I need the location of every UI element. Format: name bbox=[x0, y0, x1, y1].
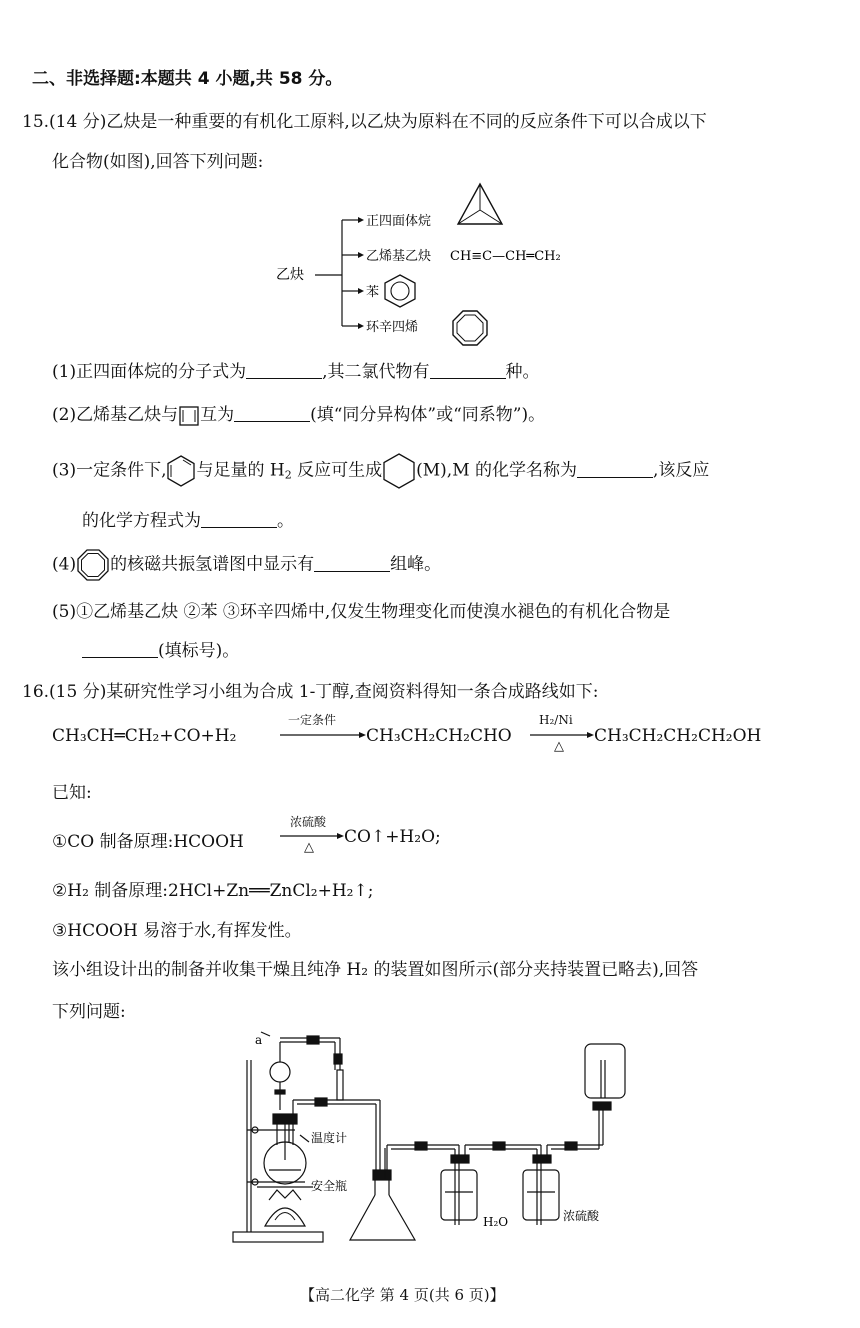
answer-blank[interactable] bbox=[430, 361, 506, 379]
q15-part3-line2-end: 。 bbox=[277, 511, 294, 531]
answer-blank[interactable] bbox=[82, 640, 158, 658]
safety-bottle-label: 安全瓶 bbox=[311, 1179, 348, 1193]
page-footer: 【高二化学 第 4 页(共 6 页)】 bbox=[300, 1286, 505, 1304]
q15-part3-text-e: ,该反应 bbox=[653, 460, 710, 481]
cyclohexane-icon bbox=[382, 452, 416, 490]
water-label: H₂O bbox=[483, 1215, 509, 1229]
route-arrow-1 bbox=[280, 731, 366, 739]
q15-part3-text-c: 反应可生成 bbox=[291, 460, 383, 481]
q15-part3-h2-subscript: 2 bbox=[284, 468, 292, 482]
tetrahedrane-structure bbox=[458, 184, 502, 224]
q15-part5-line2 bbox=[82, 636, 239, 661]
q16-intro-text: (15 分)某研究性学习小组为合成 1-丁醇,查阅资料得知一条合成路线如下: bbox=[49, 682, 599, 702]
q15-part1 bbox=[52, 357, 540, 382]
q15-part3-line1 bbox=[52, 452, 709, 490]
setup-line1: 该小组设计出的制备并收集干燥且纯净 H₂ 的装置如图所示(部分夹持装置已略去),回答 bbox=[52, 960, 699, 980]
known-1-text-b: CO↑+H₂O; bbox=[344, 827, 441, 847]
route-condition-1: 一定条件 bbox=[288, 713, 337, 727]
product-benzene: 苯 bbox=[366, 285, 380, 300]
vinylacetylene-formula: CH≡C—CH═CH₂ bbox=[450, 249, 561, 264]
q15-part4 bbox=[52, 548, 441, 582]
route-arrow-2 bbox=[530, 731, 594, 739]
cyclooctatetraene-icon bbox=[76, 548, 110, 582]
cyclooctatetraene-structure bbox=[453, 311, 487, 345]
h2-apparatus-diagram bbox=[225, 1030, 645, 1252]
acetylene-synthesis-diagram bbox=[270, 180, 600, 350]
section-title: 二、非选择题:本题共 4 小题,共 58 分。 bbox=[32, 69, 343, 89]
q15-part3-line2-text: 的化学方程式为 bbox=[82, 511, 201, 531]
product-vinylacetylene: 乙烯基乙炔 bbox=[366, 249, 432, 264]
q15-intro-line1 bbox=[22, 107, 707, 132]
q15-part3-text-d: (M),M 的化学名称为 bbox=[416, 460, 578, 481]
apparatus-label-a: a bbox=[255, 1033, 263, 1047]
q16-intro bbox=[22, 677, 598, 702]
answer-blank[interactable] bbox=[314, 554, 390, 572]
answer-blank[interactable] bbox=[234, 404, 310, 422]
q15-part4-text-b: 的核磁共振氢谱图中显示有 bbox=[110, 554, 315, 575]
q15-intro-line2: 化合物(如图),回答下列问题: bbox=[52, 152, 264, 172]
known-1-condition: 浓硫酸 bbox=[290, 815, 327, 829]
answer-blank[interactable] bbox=[201, 510, 277, 528]
known-1-text-a: ①CO 制备原理:HCOOH bbox=[52, 832, 244, 852]
q15-part4-text-a: (4) bbox=[52, 554, 77, 575]
q15-part3-line2 bbox=[82, 506, 294, 531]
setup-line2: 下列问题: bbox=[52, 1002, 126, 1022]
known-1 bbox=[52, 816, 512, 860]
route-condition-2-top: H₂/Ni bbox=[539, 713, 573, 727]
q15-part3-text-a: (3)一定条件下, bbox=[52, 460, 167, 481]
answer-blank[interactable] bbox=[577, 460, 653, 478]
known-label: 已知: bbox=[52, 783, 92, 803]
q15-part2-text-a: (2)乙烯基乙炔与 bbox=[52, 405, 179, 425]
known-2: ②H₂ 制备原理:2HCl+Zn══ZnCl₂+H₂↑; bbox=[52, 881, 374, 901]
diagram-source-label: 乙炔 bbox=[276, 267, 304, 283]
q15-part5-line2-text: (填标号)。 bbox=[158, 641, 240, 661]
q15-part4-text-c: 组峰。 bbox=[390, 554, 442, 575]
q15-part5-line1: (5)①乙烯基乙炔 ②苯 ③环辛四烯中,仅发生物理变化而使溴水褪色的有机化合物是 bbox=[52, 602, 671, 622]
route-reactants: CH₃CH═CH₂+CO+H₂ bbox=[52, 726, 237, 746]
product-cyclooctatetraene: 环辛四烯 bbox=[366, 320, 419, 335]
route-intermediate: CH₃CH₂CH₂CHO bbox=[366, 726, 512, 746]
q15-part2-text-c: (填“同分异构体”或“同系物”)。 bbox=[310, 405, 546, 425]
known-3: ③HCOOH 易溶于水,有挥发性。 bbox=[52, 921, 302, 941]
q15-part2-text-b: 互为 bbox=[200, 405, 235, 425]
cyclohexadiene-icon bbox=[166, 454, 196, 488]
thermometer-label: 温度计 bbox=[311, 1131, 348, 1145]
q15-part2 bbox=[52, 400, 545, 427]
q15-number: 15. bbox=[22, 112, 50, 132]
answer-blank[interactable] bbox=[246, 361, 322, 379]
acid-label: 浓硫酸 bbox=[563, 1209, 600, 1223]
q15-part1-text-a: (1)正四面体烷的分子式为 bbox=[52, 362, 247, 382]
route-condition-2-bottom: △ bbox=[554, 739, 564, 754]
q15-part1-text-b: ,其二氯代物有 bbox=[322, 362, 430, 382]
benzene-structure bbox=[385, 275, 415, 307]
route-product: CH₃CH₂CH₂CH₂OH bbox=[594, 726, 762, 746]
cyclobutadiene-icon bbox=[178, 405, 200, 427]
q15-part3-text-b: 与足量的 H bbox=[196, 460, 285, 481]
synthesis-route bbox=[52, 711, 812, 759]
known-1-heat: △ bbox=[304, 840, 314, 855]
known-1-arrow bbox=[280, 832, 344, 840]
q15-intro-text: (14 分)乙炔是一种重要的有机化工原料,以乙炔为原料在不同的反应条件下可以合成以下 bbox=[49, 112, 707, 132]
product-tetrahedrane: 正四面体烷 bbox=[366, 214, 432, 229]
q16-number: 16. bbox=[22, 682, 50, 702]
q15-part1-text-c: 种。 bbox=[505, 362, 540, 382]
